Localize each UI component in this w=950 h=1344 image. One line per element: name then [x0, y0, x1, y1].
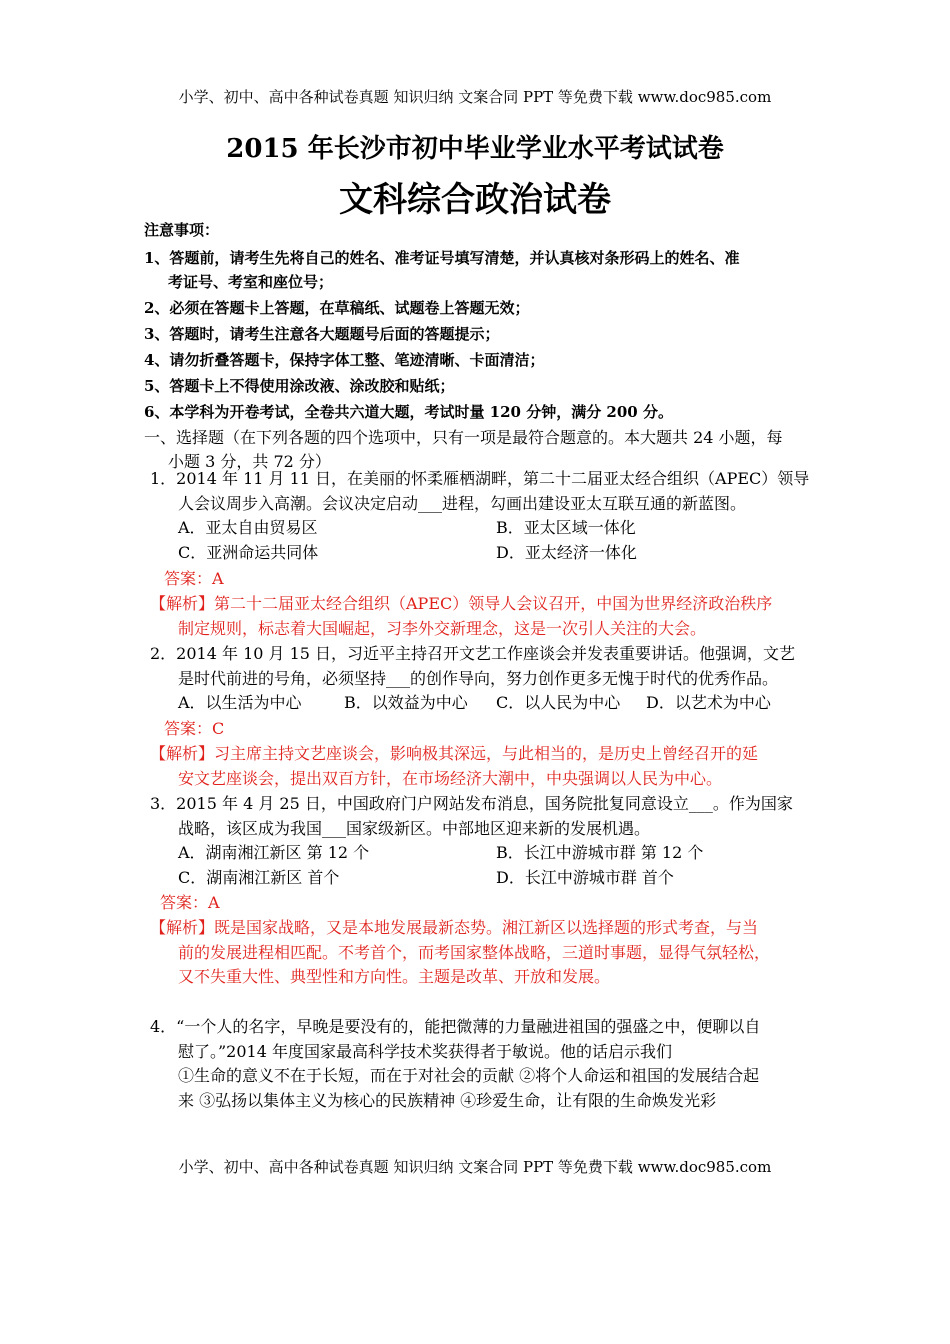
notice-block — [144, 218, 824, 424]
question-line: 慰了。”2014 年度国家最高科学技术奖获得者于敏说。他的话启示我们 — [178, 1041, 672, 1061]
question-2 — [150, 642, 810, 716]
option-b: B．亚太区域一体化 — [496, 518, 636, 537]
option-c: C．湖南湘江新区 首个 — [178, 867, 340, 887]
notice-item: 4、请勿折叠答题卡，保持字体工整、笔迹清晰、卡面清洁； — [144, 351, 545, 369]
question-line: 4．“一个人的名字，早晚是要没有的，能把微薄的力量融进祖国的强盛之中，便聊以自 — [150, 1017, 761, 1036]
question-line: ①生命的意义不在于长短，而在于对社会的贡献 ②将个人命运和祖国的发展结合起 — [178, 1066, 760, 1085]
option-a: A．湖南湘江新区 第 12 个 — [178, 843, 370, 862]
section-line: 一、选择题（在下列各题的四个选项中，只有一项是最符合题意的。本大题共 24 小题，每 — [144, 428, 783, 447]
option-c: C．以人民为中心 — [496, 693, 621, 712]
options-row — [150, 866, 810, 891]
option-c: C．亚洲命运共同体 — [178, 542, 319, 562]
page-footer: 小学、初中、高中各种试卷真题 知识归纳 文案合同 PPT 等免费下载 www.doc985.com — [178, 1158, 772, 1176]
options-row — [150, 841, 810, 866]
subject-title: 文科综合政治试卷 — [339, 180, 611, 220]
notice-item: 1、答题前，请考生先将自己的姓名、准考证号填写清楚，并认真核对条形码上的姓名、准 — [144, 249, 740, 267]
question-line: 3．2015 年 4 月 25 日，中国政府门户网站发布消息，国务院批复同意设立___。作为国家 — [150, 794, 793, 813]
options-row — [150, 516, 810, 541]
question-line: 战略，该区成为我国___国家级新区。中部地区迎来新的发展机遇。 — [178, 818, 651, 838]
analysis-line: 【解析】既是国家战略，又是本地发展最新态势。湘江新区以选择题的形式考查，与当 — [150, 918, 759, 937]
analysis-line: 【解析】习主席主持文艺座谈会，影响极其深远，与此相当的，是历史上曾经召开的延 — [150, 744, 759, 763]
question-3 — [150, 792, 810, 890]
answer: 答案：A — [164, 569, 224, 588]
notice-item: 考证号、考室和座位号； — [168, 273, 334, 291]
option-a: A．以生活为中心 — [178, 693, 302, 712]
options-row — [150, 691, 810, 716]
question-line: 来 ③弘扬以集体主义为核心的民族精神 ④珍爱生命，让有限的生命焕发光彩 — [178, 1090, 717, 1110]
analysis-line: 又不失重大性、典型性和方向性。主题是改革、开放和发展。 — [178, 967, 611, 986]
analysis — [150, 742, 810, 791]
question-line: 1．2014 年 11 月 11 日，在美丽的怀柔雁栖湖畔，第二十二届亚太经合组织（APEC）领导 — [150, 469, 810, 488]
notice-item: 5、答题卡上不得使用涂改液、涂改胶和贴纸； — [144, 377, 455, 395]
analysis-line: 【解析】第二十二届亚太经合组织（APEC）领导人会议召开，中国为世界经济政治秩序 — [150, 594, 773, 613]
option-d: D．长江中游城市群 首个 — [496, 867, 674, 887]
notice-item: 2、必须在答题卡上答题，在草稿纸、试题卷上答题无效； — [144, 299, 530, 317]
option-d: D．亚太经济一体化 — [496, 542, 637, 562]
analysis — [150, 592, 810, 641]
analysis-line: 前的发展进程相匹配。不考首个，而考国家整体战略，三道时事题，显得气氛轻松， — [178, 942, 771, 962]
notice-item: 6、本学科为开卷考试，全卷共六道大题，考试时量 120 分钟，满分 200 分。 — [144, 403, 673, 421]
analysis — [150, 916, 810, 990]
question-line: 是时代前进的号角，必须坚持___的创作导向，努力创作更多无愧于时代的优秀作品。 — [178, 668, 779, 688]
page-header: 小学、初中、高中各种试卷真题 知识归纳 文案合同 PPT 等免费下载 www.doc985.com — [178, 88, 772, 106]
question-4 — [150, 1015, 810, 1113]
exam-title: 2015 年长沙市初中毕业学业水平考试试卷 — [226, 134, 724, 164]
option-b: B．以效益为中心 — [344, 693, 468, 712]
answer: 答案：C — [164, 719, 225, 738]
options-row — [150, 541, 810, 566]
notice-heading: 注意事项： — [144, 221, 220, 239]
question-line: 人会议周步入高潮。会议决定启动___进程，勾画出建设亚太互联互通的新蓝图。 — [178, 493, 747, 513]
question-line: 2．2014 年 10 月 15 日，习近平主持召开文艺工作座谈会并发表重要讲话。他强调，文艺 — [150, 644, 796, 663]
analysis-line: 制定规则，标志着大国崛起，习李外交新理念，这是一次引人关注的大会。 — [178, 618, 707, 638]
option-b: B．长江中游城市群 第 12 个 — [496, 843, 704, 862]
option-d: D．以艺术为中心 — [646, 693, 771, 712]
question-1 — [150, 467, 810, 565]
analysis-line: 安文艺座谈会，提出双百方针，在市场经济大潮中，中央强调以人民为中心。 — [178, 768, 723, 788]
option-a: A．亚太自由贸易区 — [178, 518, 318, 537]
notice-item: 3、答题时，请考生注意各大题题号后面的答题提示； — [144, 325, 500, 343]
section-line: 小题 3 分，共 72 分） — [168, 452, 331, 471]
answer: 答案：A — [160, 893, 220, 912]
